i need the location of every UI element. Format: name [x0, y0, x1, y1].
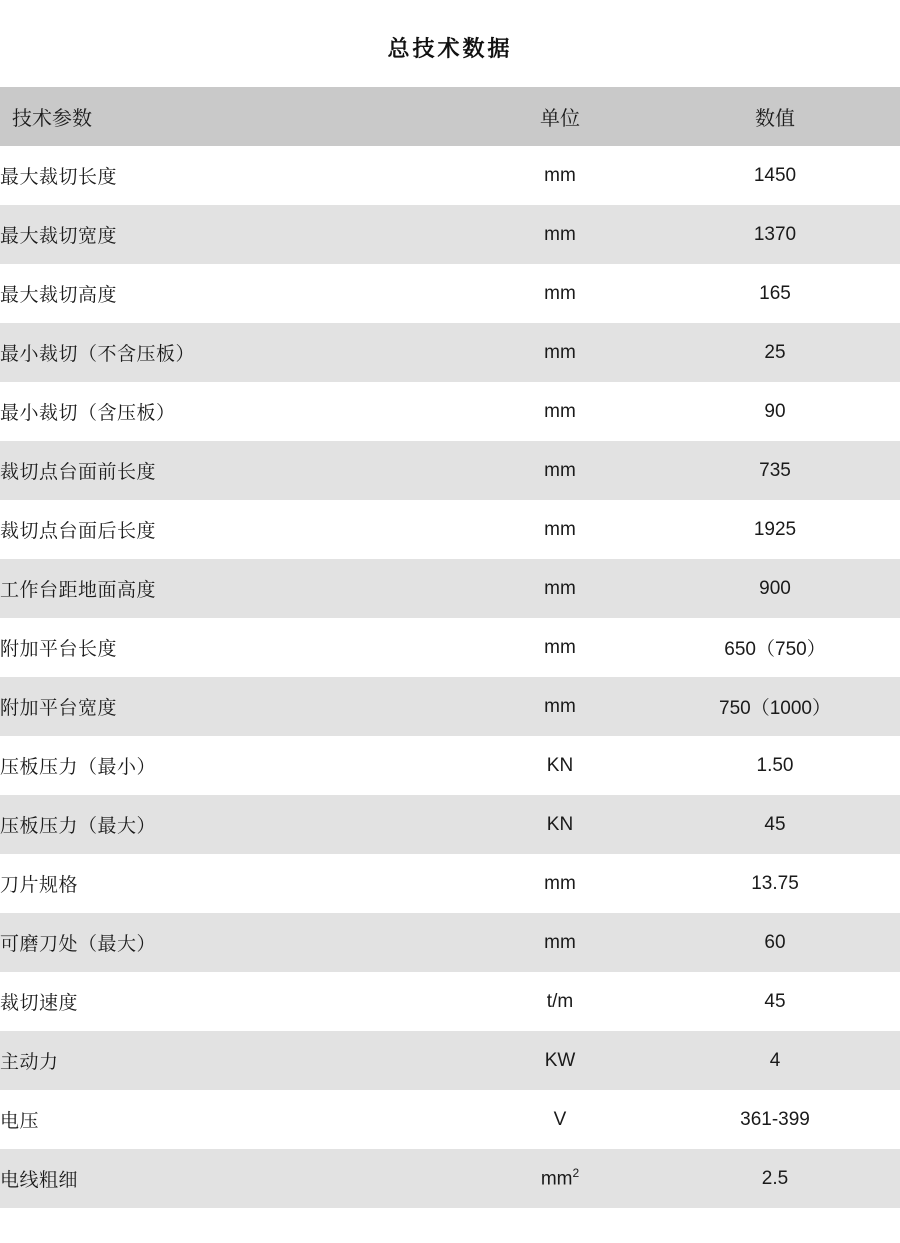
cell-parameter: 可磨刀处（最大）	[0, 913, 470, 972]
table-row	[0, 205, 900, 264]
cell-unit: V	[470, 1090, 650, 1149]
cell-unit: mm	[470, 913, 650, 972]
cell-unit: mm	[470, 618, 650, 677]
cell-value: 90	[650, 382, 900, 441]
table-row	[0, 972, 900, 1031]
cell-unit: mm	[470, 323, 650, 382]
cell-value: 1370	[650, 205, 900, 264]
table-row	[0, 677, 900, 736]
cell-unit-superscript	[470, 1149, 650, 1208]
cell-unit: mm	[470, 382, 650, 441]
cell-parameter: 最小裁切（含压板）	[0, 382, 470, 441]
cell-value: 60	[650, 913, 900, 972]
cell-parameter: 电线粗细	[0, 1149, 470, 1208]
table-row	[0, 736, 900, 795]
cell-value: 1450	[650, 146, 900, 205]
cell-unit: t/m	[470, 972, 650, 1031]
cell-unit: mm	[470, 264, 650, 323]
cell-parameter: 工作台距地面高度	[0, 559, 470, 618]
table-row	[0, 795, 900, 854]
cell-unit: mm	[470, 205, 650, 264]
cell-value: 900	[650, 559, 900, 618]
table-row	[0, 913, 900, 972]
cell-value: 650（750）	[650, 618, 900, 677]
table-row	[0, 1031, 900, 1090]
cell-value: 735	[650, 441, 900, 500]
cell-parameter: 电压	[0, 1090, 470, 1149]
table-row	[0, 1149, 900, 1208]
page-title: 总技术数据	[387, 37, 513, 62]
cell-parameter: 附加平台长度	[0, 618, 470, 677]
cell-parameter: 最大裁切高度	[0, 264, 470, 323]
table-row	[0, 264, 900, 323]
cell-unit: KW	[470, 1031, 650, 1090]
cell-value: 1925	[650, 500, 900, 559]
table-row	[0, 854, 900, 913]
table-row	[0, 323, 900, 382]
cell-value: 45	[650, 972, 900, 1031]
cell-value: 165	[650, 264, 900, 323]
cell-parameter: 压板压力（最大）	[0, 795, 470, 854]
cell-parameter: 主动力	[0, 1031, 470, 1090]
cell-parameter: 最大裁切宽度	[0, 205, 470, 264]
table-header	[0, 87, 900, 146]
table-row	[0, 146, 900, 205]
cell-value: 361-399	[650, 1090, 900, 1149]
cell-parameter: 最小裁切（不含压板）	[0, 323, 470, 382]
cell-unit-base: mm	[540, 1168, 573, 1190]
table-row	[0, 382, 900, 441]
cell-parameter: 附加平台宽度	[0, 677, 470, 736]
table-row	[0, 441, 900, 500]
cell-parameter: 压板压力（最小）	[0, 736, 470, 795]
table-row	[0, 559, 900, 618]
cell-unit: mm	[470, 854, 650, 913]
cell-value: 750（1000）	[650, 677, 900, 736]
table-row	[0, 1090, 900, 1149]
technical-data-table	[0, 87, 900, 1208]
cell-unit: mm	[470, 559, 650, 618]
cell-parameter: 裁切点台面前长度	[0, 441, 470, 500]
table-header-row	[0, 87, 900, 146]
cell-unit-exponent: 2	[572, 1166, 580, 1181]
cell-unit: mm	[470, 677, 650, 736]
table-row	[0, 618, 900, 677]
cell-parameter: 最大裁切长度	[0, 146, 470, 205]
column-header-parameter: 技术参数	[0, 87, 470, 146]
cell-value: 13.75	[650, 854, 900, 913]
cell-unit: mm	[470, 500, 650, 559]
cell-parameter: 刀片规格	[0, 854, 470, 913]
column-header-unit: 单位	[470, 87, 650, 146]
cell-unit: KN	[470, 795, 650, 854]
cell-parameter: 裁切速度	[0, 972, 470, 1031]
column-header-value: 数值	[650, 87, 900, 146]
cell-value: 4	[650, 1031, 900, 1090]
cell-parameter: 裁切点台面后长度	[0, 500, 470, 559]
cell-unit: mm	[470, 146, 650, 205]
cell-unit: mm	[470, 441, 650, 500]
table-row	[0, 500, 900, 559]
cell-unit: KN	[470, 736, 650, 795]
cell-value: 25	[650, 323, 900, 382]
cell-value: 45	[650, 795, 900, 854]
cell-value: 2.5	[650, 1149, 900, 1208]
table-body	[0, 146, 900, 1208]
cell-value: 1.50	[650, 736, 900, 795]
